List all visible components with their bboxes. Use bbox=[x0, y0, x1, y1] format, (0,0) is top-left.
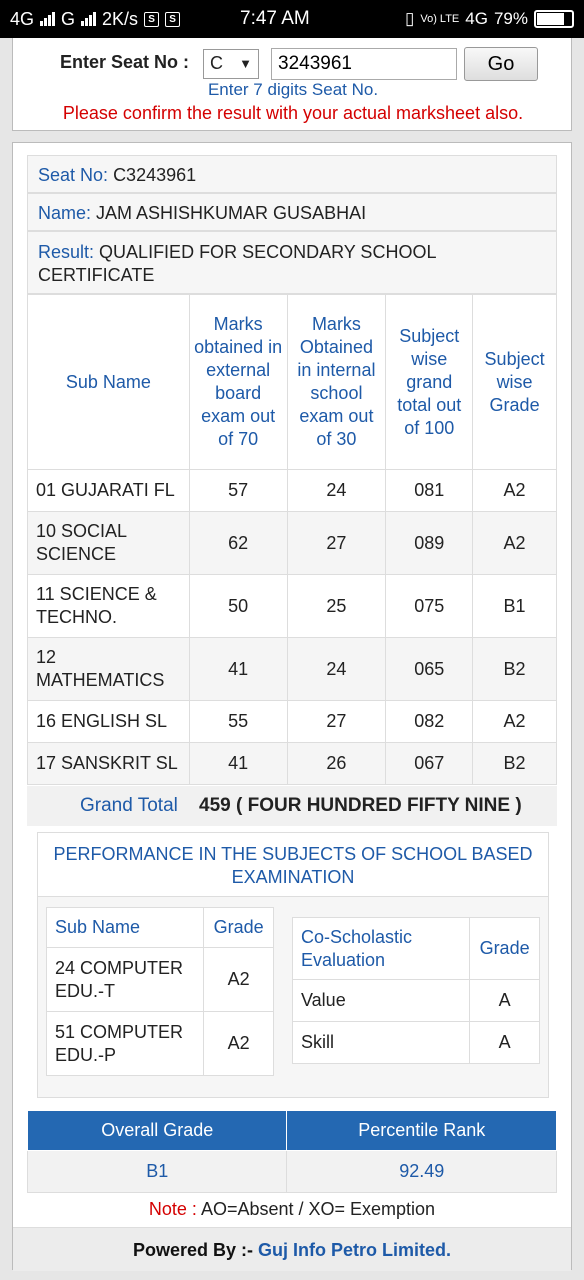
name-info-label: Name: bbox=[38, 203, 92, 223]
footer-label: Powered By :- bbox=[132, 1240, 259, 1260]
marks-header-row bbox=[28, 295, 557, 470]
clock: 7:47 AM bbox=[240, 8, 310, 29]
school-based-table bbox=[46, 907, 274, 1076]
footer bbox=[13, 1227, 571, 1271]
status-right bbox=[405, 9, 574, 29]
cosch-cell-grade: A bbox=[470, 980, 540, 1022]
header-external: Marks obtained in external board exam out of 70 bbox=[189, 295, 287, 470]
cosch-cell-item: Value bbox=[293, 980, 470, 1022]
school-based-section bbox=[37, 832, 549, 1098]
cell-grade: B2 bbox=[473, 638, 557, 701]
cell-subject: 12 MATHEMATICS bbox=[28, 638, 190, 701]
seat-info-label: Seat No: bbox=[38, 165, 109, 185]
cell-external: 41 bbox=[189, 638, 287, 701]
cosch-cell-grade: A bbox=[470, 1022, 540, 1064]
battery-percent: 79% bbox=[493, 9, 528, 28]
percentile-value: 92.49 bbox=[287, 1151, 557, 1193]
status-bar bbox=[0, 0, 584, 38]
table-row bbox=[28, 701, 557, 743]
cell-external: 62 bbox=[189, 512, 287, 575]
seat-row bbox=[13, 44, 573, 78]
result-info-value: QUALIFIED FOR SECONDARY SCHOOL CERTIFICATE bbox=[38, 242, 436, 285]
table-row bbox=[28, 575, 557, 638]
name-info bbox=[27, 193, 557, 231]
table-row bbox=[28, 512, 557, 575]
speed-label: 2K/s bbox=[102, 8, 139, 29]
notification-icon-2: S bbox=[165, 12, 180, 27]
seat-prefix-select[interactable] bbox=[203, 49, 259, 79]
overall-grade-label: Overall Grade bbox=[28, 1111, 287, 1151]
table-row bbox=[293, 1022, 540, 1064]
note-label: Note : bbox=[148, 1199, 197, 1219]
marks-table bbox=[27, 294, 557, 785]
cell-external: 50 bbox=[189, 575, 287, 638]
seat-search-form bbox=[12, 38, 572, 131]
seat-prefix-value: C bbox=[210, 53, 223, 73]
percentile-label: Percentile Rank bbox=[287, 1111, 557, 1151]
school-cell-grade: A2 bbox=[204, 948, 274, 1012]
company-link[interactable]: Guj Info Petro Limited. bbox=[258, 1240, 452, 1260]
co-scholastic-table bbox=[292, 917, 540, 1064]
result-info bbox=[27, 231, 557, 294]
cell-external: 57 bbox=[189, 470, 287, 512]
cell-subject: 17 SANSKRIT SL bbox=[28, 743, 190, 785]
table-row bbox=[293, 980, 540, 1022]
seat-info bbox=[27, 155, 557, 193]
header-internal: Marks Obtained in internal school exam out of 30 bbox=[287, 295, 386, 470]
overall-value-row bbox=[28, 1151, 557, 1193]
cell-total: 065 bbox=[386, 638, 473, 701]
cell-grade: A2 bbox=[473, 470, 557, 512]
cell-grade: A2 bbox=[473, 701, 557, 743]
cell-total: 081 bbox=[386, 470, 473, 512]
grand-total-label: Grand Total bbox=[80, 795, 178, 816]
cell-total: 089 bbox=[386, 512, 473, 575]
grand-total-row bbox=[27, 786, 557, 826]
school-cell-subject: 51 COMPUTER EDU.-P bbox=[47, 1012, 204, 1076]
overall-table bbox=[27, 1110, 557, 1193]
cell-grade: A2 bbox=[473, 512, 557, 575]
header-total: Subject wise grand total out of 100 bbox=[386, 295, 473, 470]
overall-grade-value: B1 bbox=[28, 1151, 287, 1193]
cosch-header-grade: Grade bbox=[470, 918, 540, 980]
school-header-grade: Grade bbox=[204, 908, 274, 948]
vibrate-icon: ▯ bbox=[404, 9, 415, 28]
cell-internal: 27 bbox=[287, 512, 386, 575]
dropdown-arrow-icon: ▼ bbox=[239, 56, 252, 71]
net-label: 4G bbox=[465, 9, 488, 28]
header-sub-name: Sub Name bbox=[28, 295, 190, 470]
cell-grade: B1 bbox=[473, 575, 557, 638]
cosch-cell-item: Skill bbox=[293, 1022, 470, 1064]
result-info-label: Result: bbox=[38, 242, 95, 262]
school-cell-grade: A2 bbox=[204, 1012, 274, 1076]
seat-info-value: C3243961 bbox=[113, 165, 197, 185]
cell-total: 082 bbox=[386, 701, 473, 743]
note-text: AO=Absent / XO= Exemption bbox=[196, 1199, 436, 1219]
cell-total: 075 bbox=[386, 575, 473, 638]
cell-internal: 24 bbox=[287, 638, 386, 701]
network2-label: G bbox=[61, 8, 76, 29]
cell-internal: 25 bbox=[287, 575, 386, 638]
note bbox=[27, 1199, 557, 1220]
battery-icon bbox=[534, 10, 574, 28]
table-row bbox=[28, 743, 557, 785]
volte-label: Vo) LTE bbox=[420, 13, 460, 25]
cell-internal: 27 bbox=[287, 701, 386, 743]
overall-header-row bbox=[28, 1111, 557, 1151]
status-left bbox=[10, 9, 240, 30]
grand-total-value: 459 ( FOUR HUNDRED FIFTY NINE ) bbox=[199, 795, 522, 816]
cell-subject: 01 GUJARATI FL bbox=[28, 470, 190, 512]
result-panel bbox=[12, 142, 572, 1270]
cosch-header-item: Co-Scholastic Evaluation bbox=[293, 918, 470, 980]
school-based-title: PERFORMANCE IN THE SUBJECTS OF SCHOOL BASED EXAMINATION bbox=[38, 833, 548, 897]
cell-subject: 10 SOCIAL SCIENCE bbox=[28, 512, 190, 575]
cell-grade: B2 bbox=[473, 743, 557, 785]
warning-text: Please confirm the result with your actual marksheet also. bbox=[62, 103, 524, 123]
seat-hint: Enter 7 digits Seat No. bbox=[207, 80, 379, 99]
cell-total: 067 bbox=[386, 743, 473, 785]
signal-icon-2 bbox=[81, 12, 96, 26]
name-info-value: JAM ASHISHKUMAR GUSABHAI bbox=[96, 203, 367, 223]
table-row bbox=[47, 1012, 274, 1076]
signal-icon bbox=[40, 12, 55, 26]
cell-external: 55 bbox=[189, 701, 287, 743]
network-label: 4G bbox=[10, 8, 35, 29]
school-header-sub: Sub Name bbox=[47, 908, 204, 948]
cosch-header-row bbox=[293, 918, 540, 980]
table-row bbox=[28, 638, 557, 701]
cell-internal: 24 bbox=[287, 470, 386, 512]
notification-icon: S bbox=[144, 12, 159, 27]
header-grade: Subject wise Grade bbox=[473, 295, 557, 470]
cell-subject: 11 SCIENCE & TECHNO. bbox=[28, 575, 190, 638]
cell-external: 41 bbox=[189, 743, 287, 785]
cell-internal: 26 bbox=[287, 743, 386, 785]
school-header-row bbox=[47, 908, 274, 948]
seat-number-input[interactable] bbox=[271, 48, 457, 80]
go-button[interactable]: Go bbox=[464, 47, 538, 81]
cell-subject: 16 ENGLISH SL bbox=[28, 701, 190, 743]
table-row bbox=[47, 948, 274, 1012]
table-row bbox=[28, 470, 557, 512]
seat-label: Enter Seat No : bbox=[60, 52, 190, 72]
school-cell-subject: 24 COMPUTER EDU.-T bbox=[47, 948, 204, 1012]
